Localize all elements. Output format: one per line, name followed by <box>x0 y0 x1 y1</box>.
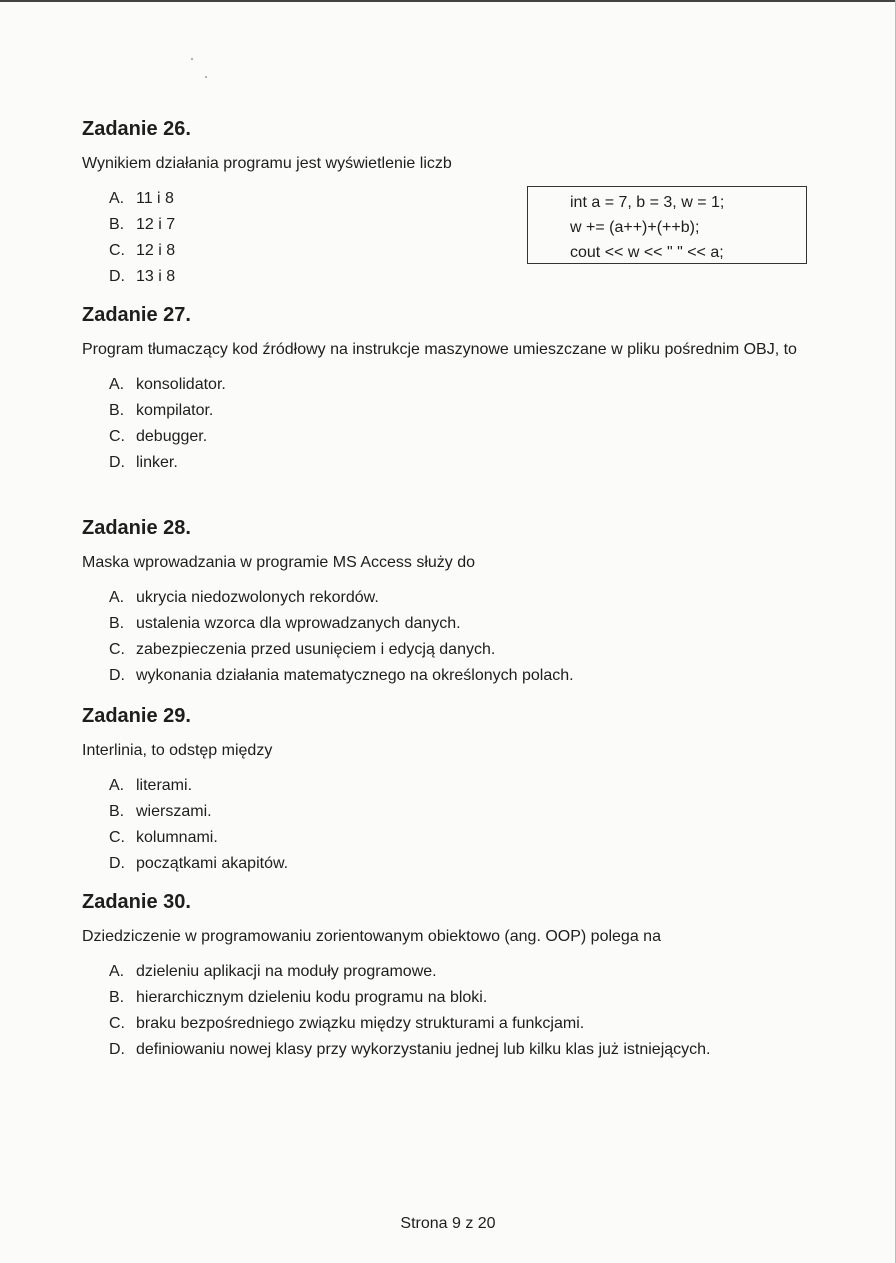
answer-text: ustalenia wzorca dla wprowadzanych danych. <box>136 615 461 632</box>
answer-letter: D. <box>109 1041 125 1058</box>
answer-letter: D. <box>109 855 125 872</box>
answer-option <box>109 450 822 476</box>
answer-option <box>109 663 822 689</box>
code-snippet-box <box>527 186 807 264</box>
scan-speck <box>205 76 207 78</box>
task-title: Zadanie 26. <box>82 118 191 140</box>
answer-text: ukrycia niedozwolonych rekordów. <box>136 589 379 606</box>
answer-letter: D. <box>109 667 125 684</box>
answer-option <box>109 773 822 799</box>
answer-text: braku bezpośredniego związku między strukturami a funkcjami. <box>136 1015 585 1032</box>
answer-text: 11 i 8 <box>136 190 174 207</box>
answer-option <box>109 985 822 1011</box>
task-question: Program tłumaczący kod źródłowy na instrukcje maszynowe umieszczane w pliku pośrednim OBJ, to <box>82 341 797 358</box>
task-title: Zadanie 27. <box>82 304 191 326</box>
answer-text: wykonania działania matematycznego na określonych polach. <box>136 667 574 684</box>
answer-option <box>109 398 822 424</box>
task-29 <box>82 704 822 877</box>
answer-letter: B. <box>109 402 125 419</box>
answer-option <box>109 959 822 985</box>
answer-option <box>109 825 822 851</box>
answer-letter: C. <box>109 829 125 846</box>
answer-list <box>109 585 822 689</box>
answer-letter: A. <box>109 777 125 794</box>
answer-text: dzieleniu aplikacji na moduły programowe. <box>136 963 437 980</box>
task-question: Dziedziczenie w programowaniu zorientowanym obiektowo (ang. OOP) polega na <box>82 928 661 945</box>
answer-letter: B. <box>109 615 125 632</box>
answer-text: definiowaniu nowej klasy przy wykorzystaniu jednej lub kilku klas już istniejących. <box>136 1041 711 1058</box>
answer-letter: A. <box>109 963 125 980</box>
answer-option <box>109 851 822 877</box>
scan-speck <box>191 58 193 60</box>
answer-option <box>109 611 822 637</box>
task-title: Zadanie 28. <box>82 517 191 539</box>
answer-text: literami. <box>136 777 193 794</box>
answer-letter: B. <box>109 989 125 1006</box>
answer-text: początkami akapitów. <box>136 855 289 872</box>
answer-letter: B. <box>109 803 125 820</box>
answer-letter: B. <box>109 216 125 233</box>
answer-letter: D. <box>109 454 125 471</box>
answer-option <box>109 264 822 290</box>
answer-text: wierszami. <box>136 803 212 820</box>
answer-option <box>109 424 822 450</box>
answer-text: debugger. <box>136 428 208 445</box>
answer-list <box>109 372 822 476</box>
answer-letter: C. <box>109 641 125 658</box>
answer-text: linker. <box>136 454 178 471</box>
page-number: Strona 9 z 20 <box>400 1215 496 1232</box>
answer-option <box>109 637 822 663</box>
answer-option <box>109 1011 822 1037</box>
page-top-edge <box>0 0 896 2</box>
answer-text: kolumnami. <box>136 829 218 846</box>
task-title: Zadanie 29. <box>82 705 191 727</box>
answer-letter: A. <box>109 190 125 207</box>
answer-list <box>109 773 822 877</box>
code-line: w += (a++)+(++b); <box>570 219 700 236</box>
answer-text: 12 i 8 <box>136 242 176 259</box>
task-question: Maska wprowadzania w programie MS Access służy do <box>82 554 476 571</box>
task-27 <box>82 303 822 476</box>
task-30 <box>82 890 822 1063</box>
task-28 <box>82 516 822 689</box>
answer-letter: C. <box>109 428 125 445</box>
answer-letter: A. <box>109 376 125 393</box>
answer-text: zabezpieczenia przed usunięciem i edycją danych. <box>136 641 496 658</box>
task-question: Wynikiem działania programu jest wyświetlenie liczb <box>82 155 452 172</box>
answer-text: kompilator. <box>136 402 214 419</box>
answer-text: konsolidator. <box>136 376 226 393</box>
answer-text: 12 i 7 <box>136 216 176 233</box>
answer-text: hierarchicznym dzieleniu kodu programu na bloki. <box>136 989 488 1006</box>
answer-option <box>109 585 822 611</box>
task-title: Zadanie 30. <box>82 891 191 913</box>
answer-option <box>109 799 822 825</box>
answer-option <box>109 1037 822 1063</box>
answer-option <box>109 372 822 398</box>
answer-letter: A. <box>109 589 125 606</box>
answer-list <box>109 959 822 1063</box>
task-question: Interlinia, to odstęp między <box>82 742 273 759</box>
answer-letter: C. <box>109 1015 125 1032</box>
answer-letter: C. <box>109 242 125 259</box>
code-line: cout << w << " " << a; <box>570 244 724 261</box>
answer-letter: D. <box>109 268 125 285</box>
answer-text: 13 i 8 <box>136 268 176 285</box>
code-line: int a = 7, b = 3, w = 1; <box>570 194 725 211</box>
